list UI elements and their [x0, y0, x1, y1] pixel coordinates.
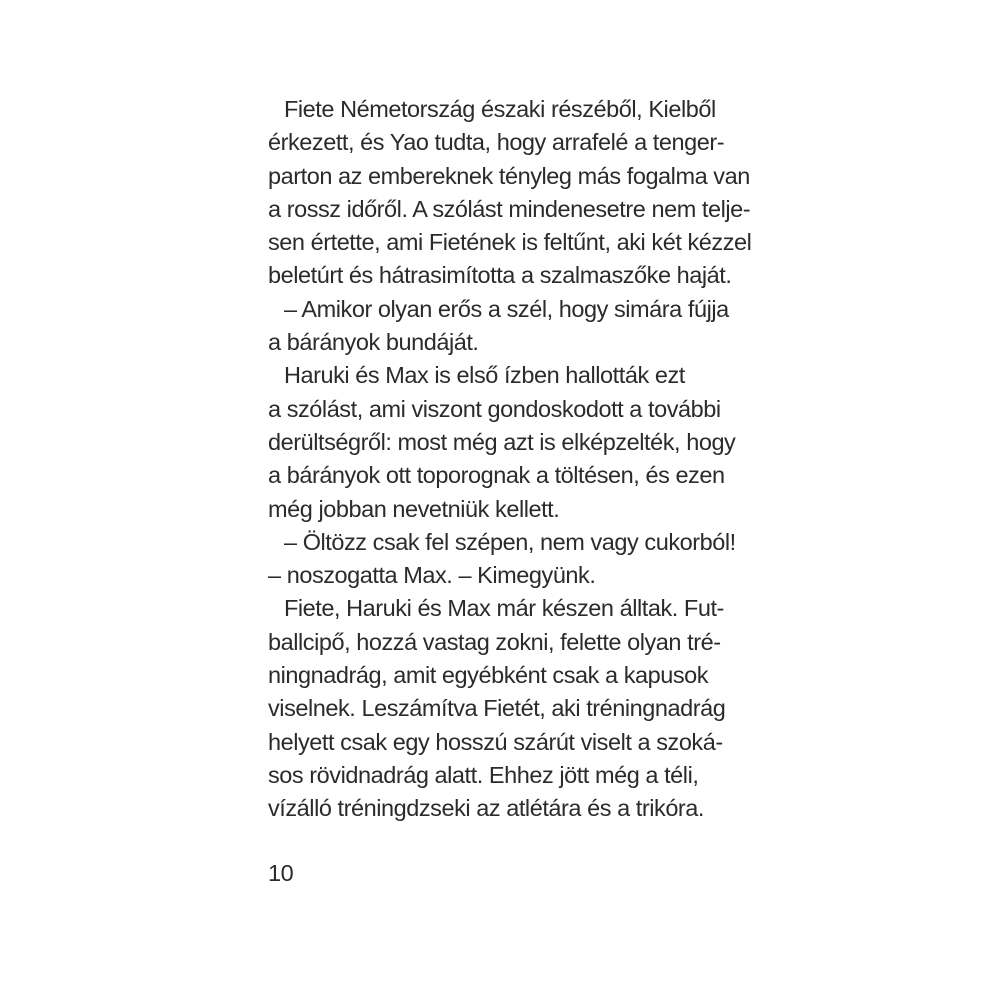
text-block: [268, 93, 828, 826]
text-line: a rossz időről. A szólást mindenesetre nem telje-: [268, 195, 751, 222]
text-line: parton az embereknek tényleg más fogalma van: [268, 162, 750, 189]
text-line: sos rövidnadrág alatt. Ehhez jött még a téli,: [268, 761, 699, 788]
paragraph-narration: [268, 93, 828, 293]
text-line: érkezett, és Yao tudta, hogy arrafelé a tenger-: [268, 129, 725, 156]
text-line: Fiete, Haruki és Max már készen álltak. Fut-: [284, 595, 724, 622]
text-line: beletúrt és hátrasimította a szalmaszőke haját.: [268, 262, 732, 289]
text-line: a szólást, ami viszont gondoskodott a további: [268, 395, 721, 422]
text-line: – Amikor olyan erős a szél, hogy simára fújja: [284, 295, 729, 322]
paragraph-narration: [268, 359, 828, 525]
paragraph-dialogue: [268, 293, 828, 360]
text-line: sen értette, ami Fietének is feltűnt, aki két kézzel: [268, 229, 752, 256]
text-line: a bárányok bundáját.: [268, 329, 479, 356]
text-line: helyett csak egy hosszú szárút viselt a szoká-: [268, 728, 723, 755]
text-line: ballcipő, hozzá vastag zokni, felette olyan tré-: [268, 628, 721, 655]
text-line: Haruki és Max is első ízben hallották ezt: [284, 362, 685, 389]
paragraph-dialogue: [268, 526, 828, 593]
text-line: Fiete Németország északi részéből, Kielből: [284, 96, 716, 122]
text-line: a bárányok ott toporognak a töltésen, és ezen: [268, 462, 725, 489]
text-line: ningnadrág, amit egyébként csak a kapusok: [268, 662, 709, 689]
page-number: 10: [268, 860, 294, 886]
text-line: derültségről: most még azt is elképzelték, hogy: [268, 428, 736, 455]
text-line: – Öltözz csak fel szépen, nem vagy cukorból!: [284, 528, 736, 555]
text-line: – noszogatta Max. – Kimegyünk.: [268, 562, 596, 589]
paragraph-narration: [268, 592, 828, 825]
text-line: viselnek. Leszámítva Fietét, aki tréningnadrág: [268, 695, 726, 722]
text-line: vízálló tréningdzseki az atlétára és a trikóra.: [268, 795, 705, 822]
text-line: még jobban nevetniük kellett.: [268, 495, 560, 522]
